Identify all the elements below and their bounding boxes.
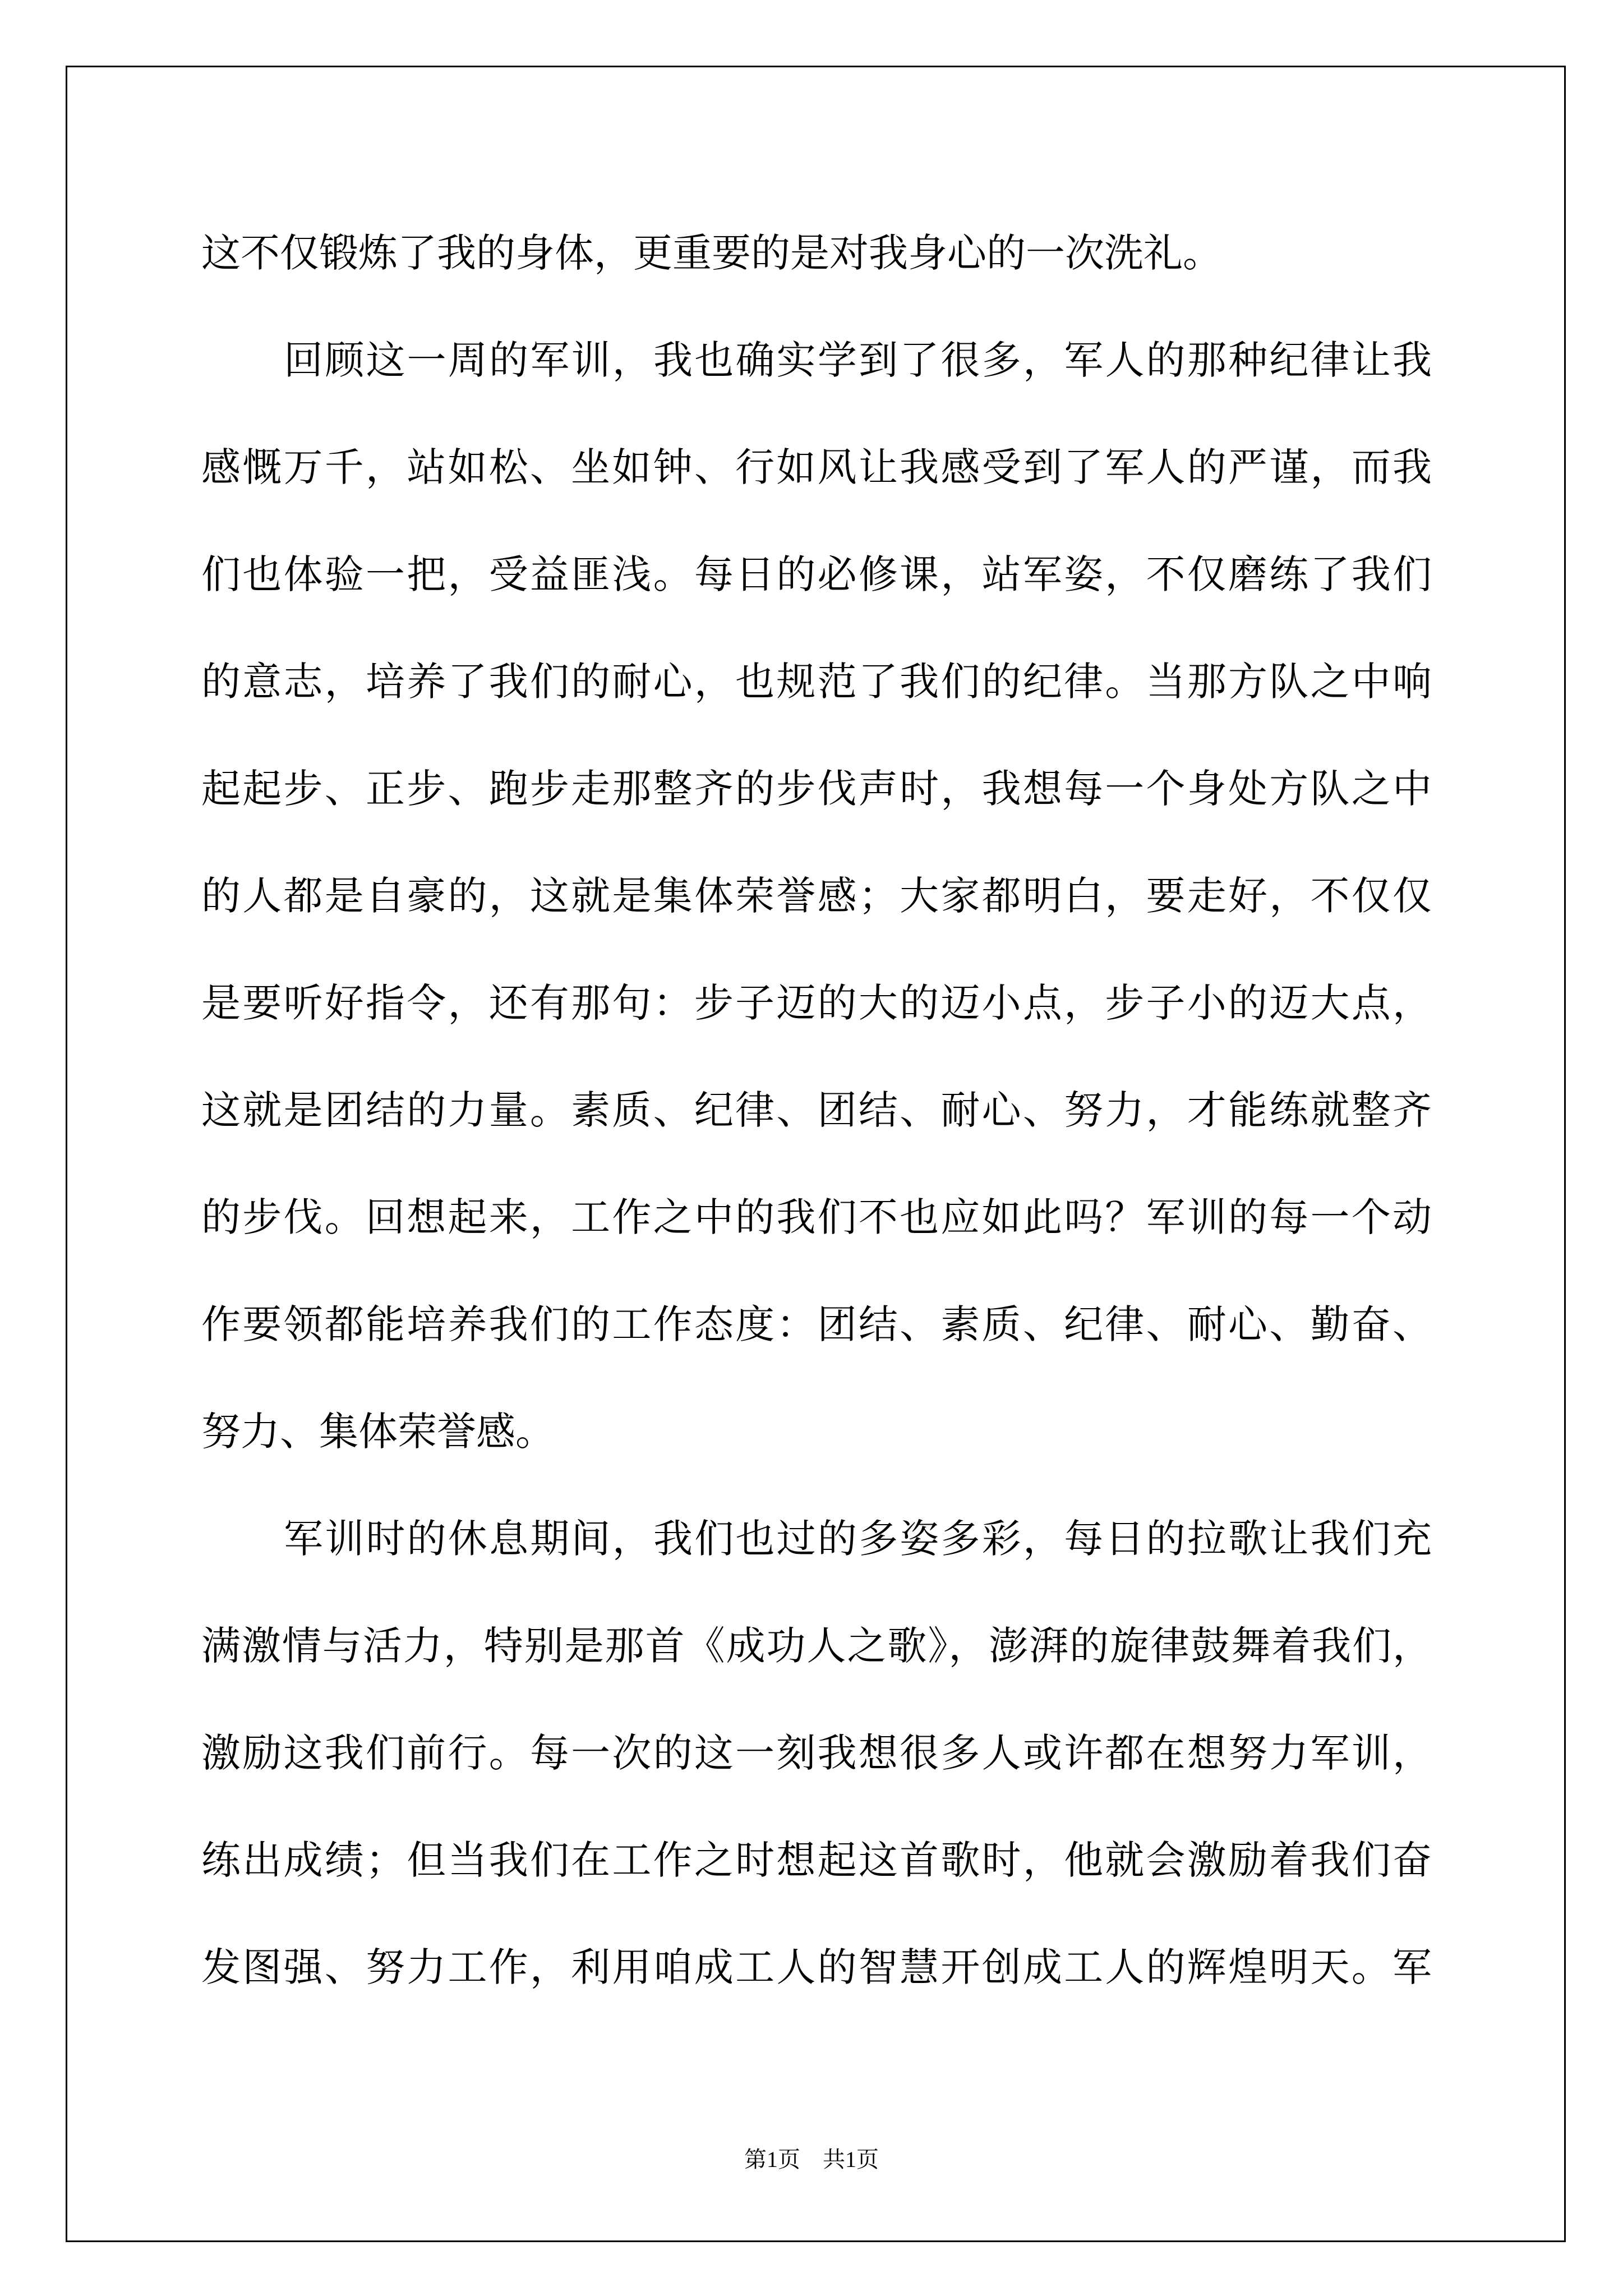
text-line: 这不仅锻炼了我的身体，更重要的是对我身心的一次洗礼。 xyxy=(201,230,1222,276)
text-line: 发图强、努力工作，利用咱成工人的智慧开创成工人的辉煌明天。军 xyxy=(201,1944,1432,1990)
paragraph-1 xyxy=(201,200,1432,307)
text-line: 回顾这一周的军训，我也确实学到了很多，军人的那种纪律让我 xyxy=(284,337,1432,383)
text-line: 的人都是自豪的，这就是集体荣誉感；大家都明白，要走好，不仅仅 xyxy=(201,873,1432,919)
text-line: 练出成绩；但当我们在工作之时想起这首歌时，他就会激励着我们奋 xyxy=(201,1837,1432,1883)
text-line: 这就是团结的力量。素质、纪律、团结、耐心、努力，才能练就整齐 xyxy=(201,1087,1432,1133)
text-line: 作要领都能培养我们的工作态度：团结、素质、纪律、耐心、勤奋、 xyxy=(201,1301,1432,1347)
text-line: 努力、集体荣誉感。 xyxy=(201,1409,555,1455)
document-body xyxy=(201,200,1432,2021)
paragraph-2 xyxy=(201,307,1432,1485)
text-line: 起起步、正步、跑步走那整齐的步伐声时，我想每一个身处方队之中 xyxy=(201,766,1432,812)
text-line: 是要听好指令，还有那句：步子迈的大的迈小点，步子小的迈大点， xyxy=(201,980,1432,1026)
page-number-footer: 第1页 共1页 xyxy=(744,2147,879,2172)
text-line: 的步伐。回想起来，工作之中的我们不也应如此吗？军训的每一个动 xyxy=(201,1194,1432,1240)
paragraph-3 xyxy=(201,1485,1432,2021)
text-line: 的意志，培养了我们的耐心，也规范了我们的纪律。当那方队之中响 xyxy=(201,659,1432,705)
text-line: 感慨万千，站如松、坐如钟、行如风让我感受到了军人的严谨，而我 xyxy=(201,444,1432,490)
text-line: 军训时的休息期间，我们也过的多姿多彩，每日的拉歌让我们充 xyxy=(284,1516,1432,1562)
text-line: 们也体验一把，受益匪浅。每日的必修课，站军姿，不仅磨练了我们 xyxy=(201,551,1432,597)
text-line: 激励这我们前行。每一次的这一刻我想很多人或许都在想努力军训， xyxy=(201,1730,1432,1776)
text-line: 满激情与活力，特别是那首《成功人之歌》，澎湃的旋律鼓舞着我们， xyxy=(201,1623,1432,1669)
